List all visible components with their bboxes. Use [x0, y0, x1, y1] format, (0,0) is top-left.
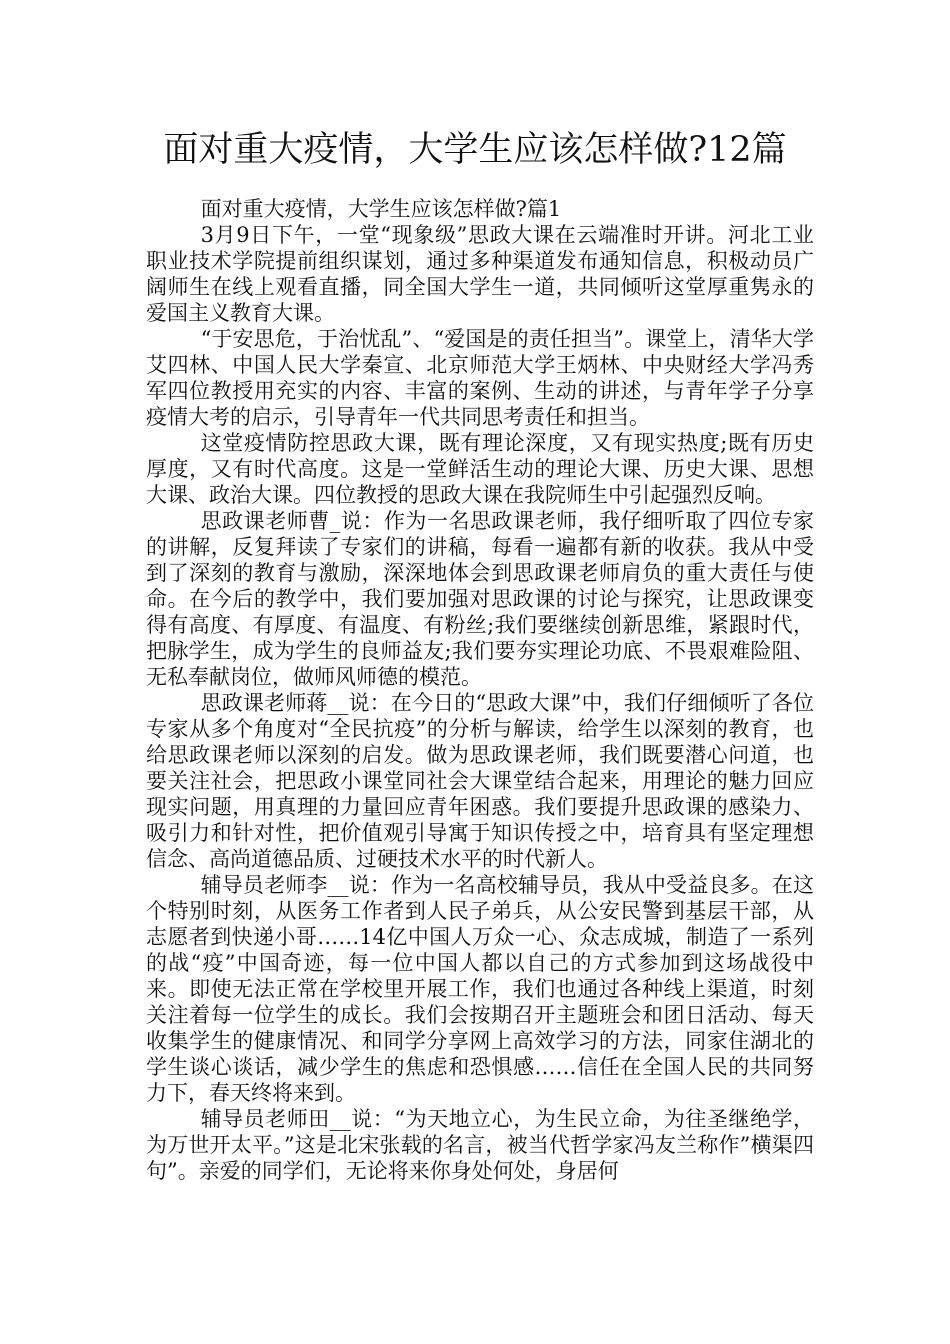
paragraph: 这堂疫情防控思政大课，既有理论深度，又有现实热度;既有历史厚度，又有时代高度。这是一堂鲜活生动的理论大课、历史大课、思想大课、政治大课。四位教授的思政大课在我院师生中引起强烈反响。: [146, 431, 814, 507]
paragraph: 辅导员老师田__说：“为天地立心，为生民立命，为往圣继绝学，为万世开太平。”这是北宋张载的名言，被当代哲学家冯友兰称作”横渠四句”。亲爱的同学们，无论将来你身处何处，身居何: [146, 1107, 814, 1183]
document-title: 面对重大疫情，大学生应该怎样做?12篇: [163, 130, 787, 170]
paragraph-heading: 面对重大疫情，大学生应该怎样做?篇1: [200, 197, 562, 221]
paragraph: “于安思危，于治忧乱”、“爱国是的责任担当”。课堂上，清华大学艾四林、中国人民大学秦宣、北京师范大学王炳林、中央财经大学冯秀军四位教授用充实的内容、丰富的案例、生动的讲述，与青年学子分享疫情大考的启示，引导青年一代共同思考责任和担当。: [146, 327, 814, 429]
paragraph: 思政课老师蒋__说：在今日的“思政大课”中，我们仔细倾听了各位专家从多个角度对“全民抗疫”的分析与解读，给学生以深刻的教育，也给思政课老师以深刻的启发。做为思政课老师，我们既要潜心问道，也要关注社会，把思政小课堂同社会大课堂结合起来，用理论的魅力回应现实问题，用真理的力量回应青年困惑。我们要提升思政课的感染力、吸引力和针对性，把价值观引导寓于知识传授之中，培育具有坚定理想信念、高尚道德品质、过硬技术水平的时代新人。: [146, 691, 814, 871]
paragraph: 3月9日下午，一堂“现象级”思政大课在云端准时开讲。河北工业职业技术学院提前组织谋划，通过多种渠道发布通知信息，积极动员广阔师生在线上观看直播，同全国大学生一道，共同倾听这堂厚重隽永的爱国主义教育大课。: [146, 223, 814, 325]
document-body: [146, 196, 814, 1184]
paragraph: 思政课老师曹_说：作为一名思政课老师，我仔细听取了四位专家的讲解，反复拜读了专家们的讲稿，每看一遍都有新的收获。我从中受到了深刻的教育与激励，深深地体会到思政课老师肩负的重大责任与使命。在今后的教学中，我们要加强对思政课的讨论与探究，让思政课变得有高度、有厚度、有温度、有粉丝;我们要继续创新思维，紧跟时代，把脉学生，成为学生的良师益友;我们要夯实理论功底、不畏艰难险阻、无私奉献岗位，做师风师德的模范。: [146, 509, 814, 689]
paragraph: 辅导员老师李__说：作为一名高校辅导员，我从中受益良多。在这个特别时刻，从医务工作者到人民子弟兵，从公安民警到基层干部，从志愿者到快递小哥……14亿中国人万众一心、众志成城，制造了一系列的战“疫”中国奇迹，每一位中国人都以自己的方式参加到这场战役中来。即使无法正常在学校里开展工作，我们也通过各种线上渠道，时刻关注着每一位学生的成长。我们会按期召开主题班会和团日活动、每天收集学生的健康情况、和同学分享网上高效学习的方法，同家住湖北的学生谈心谈话，减少学生的焦虑和恐惧感……信任在全国人民的共同努力下，春天终将来到。: [146, 873, 814, 1105]
